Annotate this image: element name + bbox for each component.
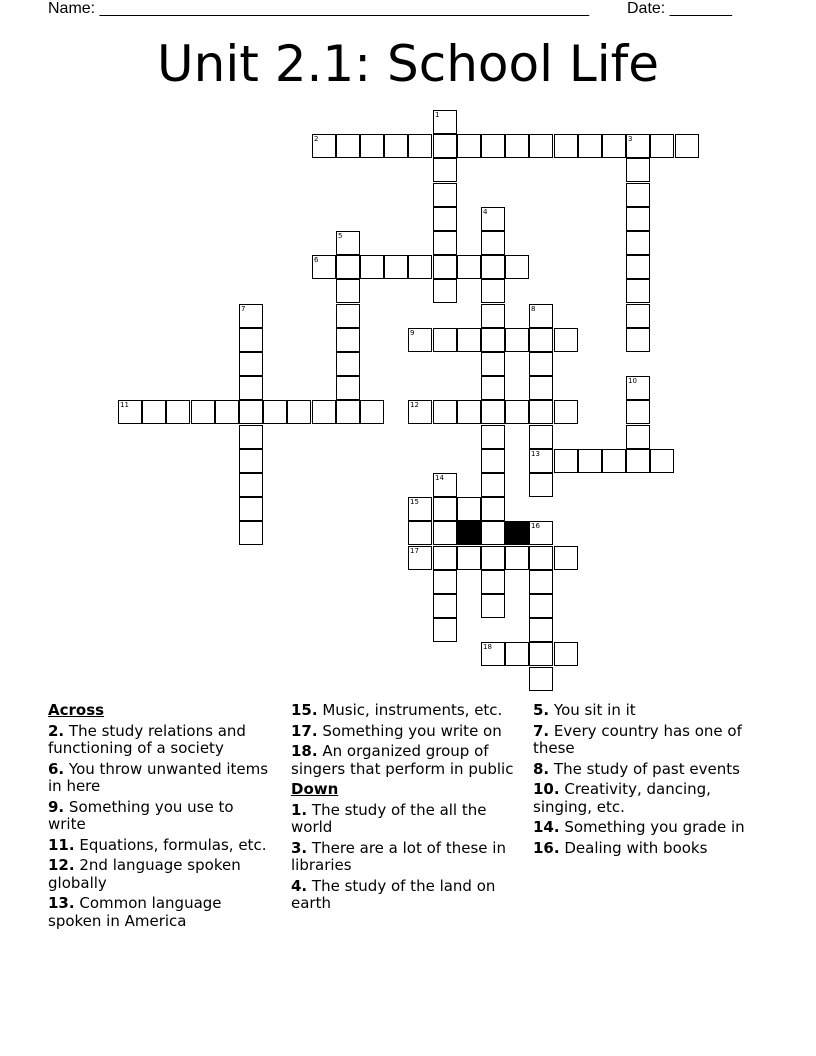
- clue-number: 11: [120, 401, 129, 409]
- grid-cell[interactable]: [626, 425, 650, 449]
- clue-down-1: 1. The study of the all the world: [291, 800, 487, 836]
- grid-cell[interactable]: [626, 304, 650, 328]
- grid-cell[interactable]: [481, 279, 505, 303]
- grid-cell[interactable]: [529, 134, 553, 158]
- grid-cell[interactable]: [529, 594, 553, 618]
- grid-cell[interactable]: [336, 255, 360, 279]
- clue-across-15: 15. Music, instruments, etc.: [291, 701, 503, 719]
- grid-cell[interactable]: [312, 400, 336, 424]
- grid-cell[interactable]: [433, 473, 457, 497]
- clue-number: 8: [531, 305, 536, 313]
- grid-cell[interactable]: [408, 546, 432, 570]
- grid-cell[interactable]: [408, 328, 432, 352]
- grid-cell[interactable]: [239, 497, 263, 521]
- grid-cell[interactable]: [529, 521, 553, 545]
- grid-cell[interactable]: [142, 400, 166, 424]
- clue-down-5: 5. You sit in it: [533, 701, 636, 719]
- grid-cell[interactable]: [336, 304, 360, 328]
- grid-cell[interactable]: [239, 352, 263, 376]
- grid-cell[interactable]: [433, 279, 457, 303]
- grid-cell[interactable]: [433, 546, 457, 570]
- grid-cell[interactable]: [529, 352, 553, 376]
- grid-cell[interactable]: [239, 328, 263, 352]
- grid-cell[interactable]: [481, 425, 505, 449]
- grid-cell[interactable]: [529, 449, 553, 473]
- grid-cell[interactable]: [312, 134, 336, 158]
- grid-cell[interactable]: [457, 255, 481, 279]
- grid-cell[interactable]: [336, 231, 360, 255]
- clue-down-7: 7. Every country has one of these: [533, 721, 742, 757]
- clue-number: 12: [410, 401, 419, 409]
- clue-down-8: 8. The study of past events: [533, 759, 740, 778]
- grid-cell[interactable]: [626, 183, 650, 207]
- clue-number: 6: [314, 256, 319, 264]
- grid-cell[interactable]: [118, 400, 142, 424]
- grid-cell[interactable]: [457, 400, 481, 424]
- grid-cell[interactable]: [626, 449, 650, 473]
- grid-cell[interactable]: [578, 449, 602, 473]
- grid-cell[interactable]: [554, 134, 578, 158]
- clue-column-2: [291, 702, 519, 916]
- grid-cell[interactable]: [408, 521, 432, 545]
- grid-cell[interactable]: [481, 449, 505, 473]
- grid-cell[interactable]: [433, 183, 457, 207]
- clue-across-6: 6. You throw unwanted items in here: [48, 759, 269, 795]
- clue-number: 16: [531, 522, 540, 530]
- grid-cell[interactable]: [675, 134, 699, 158]
- grid-cell[interactable]: [239, 304, 263, 328]
- grid-cell[interactable]: [529, 304, 553, 328]
- grid-cell[interactable]: [481, 134, 505, 158]
- clue-across-2: 2. The study relations and functioning of a society: [48, 721, 246, 757]
- grid-cell[interactable]: [457, 546, 481, 570]
- clue-number: 3: [628, 135, 633, 143]
- clue-across-18: 18. An organized group of singers that perform in public: [291, 742, 514, 778]
- grid-cell[interactable]: [505, 642, 529, 666]
- grid-cell[interactable]: [481, 642, 505, 666]
- grid-cell[interactable]: [433, 158, 457, 182]
- clue-down-14: 14. Something you grade in: [533, 818, 745, 836]
- grid-cell[interactable]: [626, 400, 650, 424]
- grid-cell[interactable]: [481, 255, 505, 279]
- grid-cell[interactable]: [239, 521, 263, 545]
- grid-cell[interactable]: [360, 400, 384, 424]
- grid-cell[interactable]: [360, 255, 384, 279]
- clue-across-12: 12. 2nd language spoken globally: [48, 856, 241, 892]
- grid-cell[interactable]: [336, 400, 360, 424]
- grid-cell[interactable]: [626, 328, 650, 352]
- grid-cell[interactable]: [433, 497, 457, 521]
- clue-number: 7: [241, 305, 246, 313]
- grid-cell[interactable]: [481, 594, 505, 618]
- grid-cell[interactable]: [529, 570, 553, 594]
- grid-cell[interactable]: [287, 400, 311, 424]
- grid-cell[interactable]: [529, 400, 553, 424]
- grid-cell[interactable]: [336, 279, 360, 303]
- grid-cell[interactable]: [384, 134, 408, 158]
- grid-cell[interactable]: [457, 134, 481, 158]
- black-grid-cell: [505, 521, 529, 545]
- grid-cell[interactable]: [505, 255, 529, 279]
- grid-cell[interactable]: [263, 400, 287, 424]
- grid-cell[interactable]: [554, 328, 578, 352]
- grid-cell[interactable]: [505, 546, 529, 570]
- grid-cell[interactable]: [433, 207, 457, 231]
- grid-cell[interactable]: [481, 473, 505, 497]
- clue-number: 9: [410, 329, 415, 337]
- grid-cell[interactable]: [457, 328, 481, 352]
- clue-number: 15: [410, 498, 419, 506]
- grid-cell[interactable]: [384, 255, 408, 279]
- clue-down-3: 3. There are a lot of these in libraries: [291, 838, 506, 874]
- grid-cell[interactable]: [529, 376, 553, 400]
- grid-cell[interactable]: [239, 425, 263, 449]
- grid-cell[interactable]: [481, 497, 505, 521]
- clue-across-13: 13. Common language spoken in America: [48, 894, 222, 930]
- clue-number: 5: [338, 232, 343, 240]
- clue-number: 10: [628, 377, 637, 385]
- grid-cell[interactable]: [433, 110, 457, 134]
- clue-number: 14: [435, 474, 444, 482]
- grid-cell[interactable]: [602, 449, 626, 473]
- clue-column-3: [533, 702, 773, 860]
- clue-number: 4: [483, 208, 488, 216]
- grid-cell[interactable]: [433, 618, 457, 642]
- grid-cell[interactable]: [505, 134, 529, 158]
- grid-cell[interactable]: [457, 497, 481, 521]
- grid-cell[interactable]: [529, 618, 553, 642]
- clue-number: 1: [435, 111, 440, 119]
- grid-cell[interactable]: [408, 400, 432, 424]
- name-field[interactable]: Name: _______________________________________________________: [48, 0, 589, 17]
- grid-cell[interactable]: [336, 328, 360, 352]
- grid-cell[interactable]: [239, 376, 263, 400]
- grid-cell[interactable]: [433, 521, 457, 545]
- clue-number: 13: [531, 450, 540, 458]
- grid-cell[interactable]: [529, 667, 553, 691]
- grid-cell[interactable]: [433, 328, 457, 352]
- grid-cell[interactable]: [239, 449, 263, 473]
- header: [48, 0, 748, 20]
- grid-cell[interactable]: [312, 255, 336, 279]
- grid-cell[interactable]: [336, 134, 360, 158]
- down-heading: Down: [291, 780, 339, 798]
- grid-cell[interactable]: [481, 570, 505, 594]
- grid-cell[interactable]: [481, 328, 505, 352]
- grid-cell[interactable]: [239, 473, 263, 497]
- grid-cell[interactable]: [336, 352, 360, 376]
- grid-cell[interactable]: [626, 376, 650, 400]
- grid-cell[interactable]: [481, 400, 505, 424]
- grid-cell[interactable]: [433, 134, 457, 158]
- grid-cell[interactable]: [481, 546, 505, 570]
- grid-cell[interactable]: [554, 546, 578, 570]
- grid-cell[interactable]: [626, 134, 650, 158]
- grid-cell[interactable]: [360, 134, 384, 158]
- clue-across-11: 11. Equations, formulas, etc.: [48, 835, 267, 854]
- grid-cell[interactable]: [626, 255, 650, 279]
- grid-cell[interactable]: [166, 400, 190, 424]
- clue-across-17: 17. Something you write on: [291, 721, 502, 740]
- grid-cell[interactable]: [626, 231, 650, 255]
- grid-cell[interactable]: [626, 158, 650, 182]
- grid-cell[interactable]: [433, 570, 457, 594]
- puzzle-title: Unit 2.1: School Life: [157, 35, 659, 93]
- grid-cell[interactable]: [481, 207, 505, 231]
- grid-cell[interactable]: [529, 328, 553, 352]
- clue-down-4: 4. The study of the land on earth: [291, 876, 496, 912]
- grid-cell[interactable]: [215, 400, 239, 424]
- grid-cell[interactable]: [408, 134, 432, 158]
- grid-cell[interactable]: [650, 134, 674, 158]
- clue-number: 2: [314, 135, 319, 143]
- grid-cell[interactable]: [408, 255, 432, 279]
- across-heading: Across: [48, 701, 105, 719]
- clue-down-16: 16. Dealing with books: [533, 838, 708, 857]
- grid-cell[interactable]: [578, 134, 602, 158]
- grid-cell[interactable]: [554, 400, 578, 424]
- clue-number: 17: [410, 547, 419, 555]
- clue-down-10: 10. Creativity, dancing, singing, etc.: [533, 780, 711, 816]
- clue-column-1: [48, 702, 274, 933]
- grid-cell[interactable]: [529, 642, 553, 666]
- grid-cell[interactable]: [433, 400, 457, 424]
- grid-cell[interactable]: [529, 546, 553, 570]
- grid-cell[interactable]: [239, 400, 263, 424]
- grid-cell[interactable]: [650, 449, 674, 473]
- grid-cell[interactable]: [336, 376, 360, 400]
- grid-cell[interactable]: [191, 400, 215, 424]
- grid-cell[interactable]: [505, 400, 529, 424]
- clue-across-9: 9. Something you use to write: [48, 797, 234, 833]
- grid-cell[interactable]: [481, 376, 505, 400]
- grid-cell[interactable]: [554, 642, 578, 666]
- grid-cell[interactable]: [626, 207, 650, 231]
- grid-cell[interactable]: [481, 352, 505, 376]
- clue-number: 18: [483, 643, 492, 651]
- grid-cell[interactable]: [626, 279, 650, 303]
- grid-cell[interactable]: [505, 328, 529, 352]
- grid-cell[interactable]: [529, 425, 553, 449]
- grid-cell[interactable]: [554, 449, 578, 473]
- black-grid-cell: [457, 521, 481, 545]
- grid-cell[interactable]: [433, 231, 457, 255]
- grid-cell[interactable]: [408, 497, 432, 521]
- grid-cell[interactable]: [529, 473, 553, 497]
- grid-cell[interactable]: [433, 594, 457, 618]
- grid-cell[interactable]: [602, 134, 626, 158]
- grid-cell[interactable]: [481, 304, 505, 328]
- grid-cell[interactable]: [481, 521, 505, 545]
- date-field[interactable]: Date: _______: [627, 0, 732, 17]
- grid-cell[interactable]: [433, 255, 457, 279]
- grid-cell[interactable]: [481, 231, 505, 255]
